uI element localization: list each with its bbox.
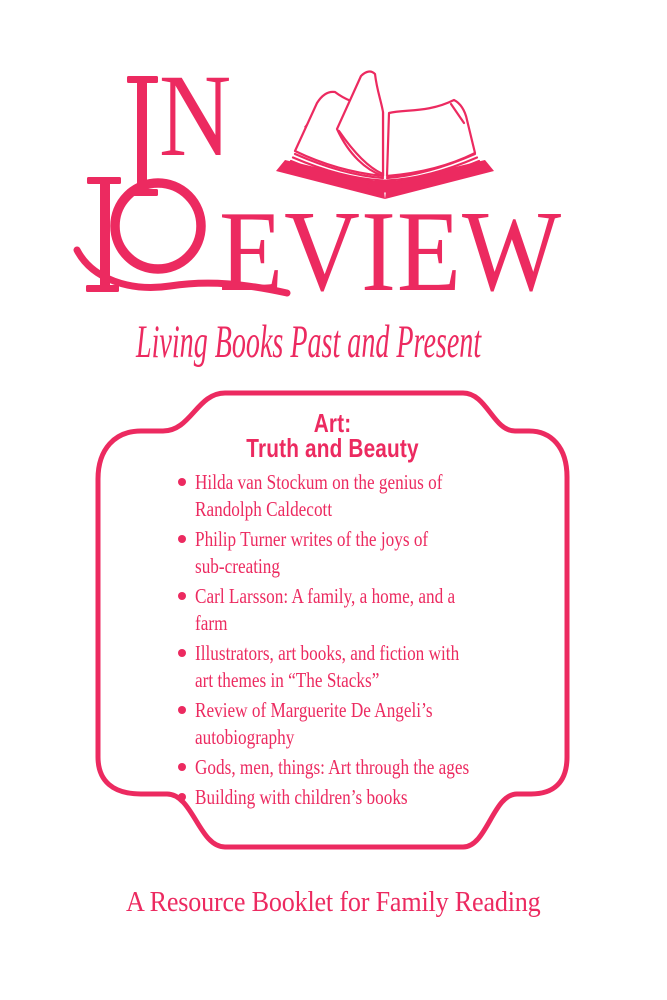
bullet-text: Gods, men, things: Art through the ages: [195, 755, 470, 779]
plaque-heading-line2: Truth and Beauty: [246, 433, 419, 463]
bullet-dot-icon: [178, 478, 186, 486]
bullet-item: [178, 754, 578, 781]
bullet-item: [178, 697, 578, 751]
bullet-text: Review of Marguerite De Angeli’s autobiography: [195, 698, 433, 749]
bullet-dot-icon: [178, 763, 186, 771]
plaque-heading: [143, 408, 523, 463]
bullet-item: [178, 526, 578, 580]
bullet-dot-icon: [178, 706, 186, 714]
open-book-icon: [276, 72, 494, 199]
masthead-letter-i-glyph: [127, 76, 158, 196]
masthead-letter-n: N: [159, 50, 232, 181]
bullet-item: [178, 469, 578, 523]
bullet-text: Building with children’s books: [195, 785, 408, 809]
bullet-dot-icon: [178, 649, 186, 657]
bullet-text: Philip Turner writes of the joys of sub-creating: [195, 527, 429, 578]
plaque-bullet-list: [178, 469, 578, 814]
footer-tagline: A Resource Booklet for Family Reading: [126, 886, 541, 918]
masthead-subtitle: Living Books Past and Present: [136, 316, 482, 368]
footer: [0, 886, 667, 918]
bullet-dot-icon: [178, 793, 186, 801]
masthead-word-eview: EVIEW: [219, 187, 563, 316]
bullet-text: Illustrators, art books, and fiction with art themes in “The Stacks”: [195, 641, 460, 692]
bullet-text: Hilda van Stockum on the genius of Randolph Caldecott: [195, 470, 443, 521]
plaque-heading-line1: Art:: [313, 408, 352, 438]
bullet-text: Carl Larsson: A family, a home, and a farm: [195, 584, 456, 635]
bullet-item: [178, 784, 578, 811]
bullet-item: [178, 640, 578, 694]
masthead: [0, 0, 667, 382]
bullet-dot-icon: [178, 592, 186, 600]
bullet-item: [178, 583, 578, 637]
bullet-dot-icon: [178, 535, 186, 543]
